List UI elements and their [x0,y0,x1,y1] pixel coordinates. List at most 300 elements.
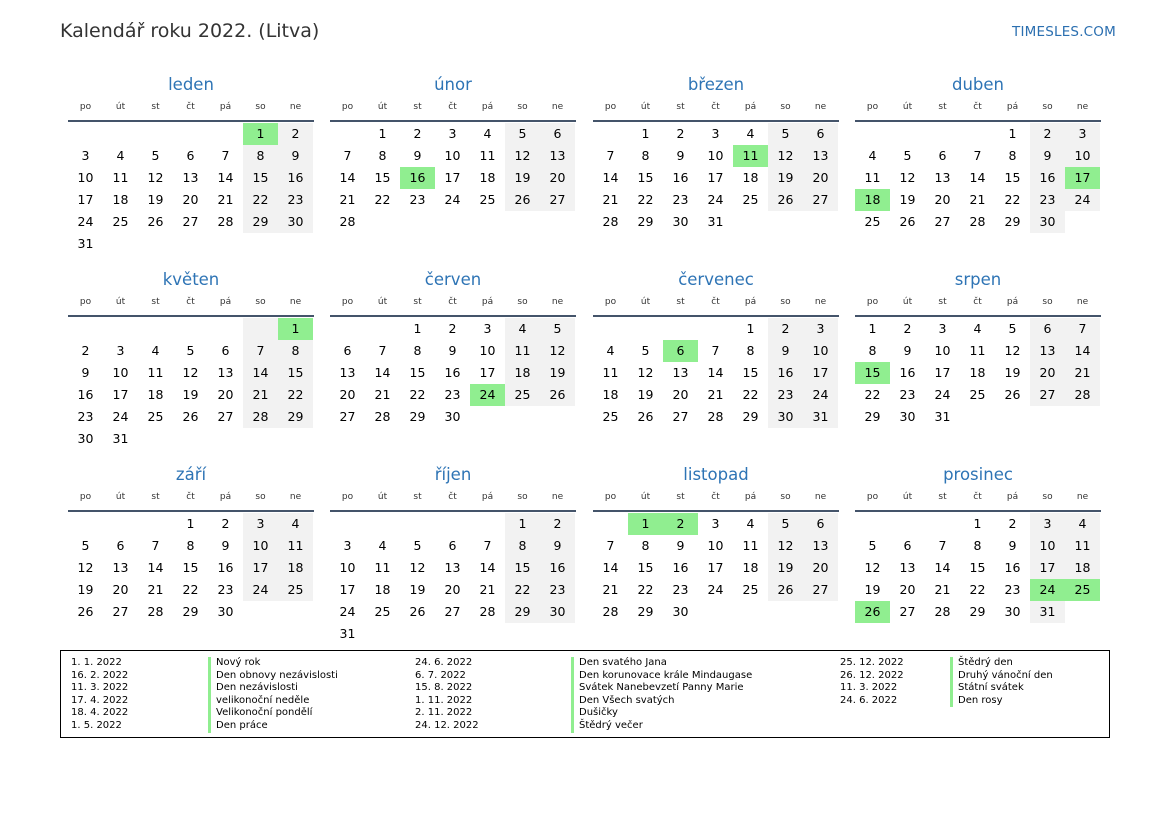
day-cell: 17 [444,170,461,185]
day-grid [68,123,314,255]
day-cell: 17 [803,362,838,384]
day-cell: 3 [483,321,492,336]
day-cell: 24 [707,582,724,597]
day-cell: 7 [483,538,492,553]
day-cell: 23 [278,189,313,211]
day-cell: 22 [505,579,540,601]
day-cell: 15 [742,365,759,380]
day-cell: 4 [378,538,387,553]
day-cell: 11 [1065,535,1100,557]
holiday-legend [60,650,1110,738]
day-cell: 17 [243,557,278,579]
day-cell: 14 [479,560,496,575]
weekday-label: ne [1076,297,1089,307]
day-cell: 15 [243,167,278,189]
day-cell: 9 [448,343,457,358]
weekday-label: st [938,492,947,502]
day-cell: 23 [899,387,916,402]
weekday-label: pá [744,297,757,307]
day-cell: 25 [602,409,619,424]
day-cell: 23 [768,384,803,406]
day-cell: 13 [339,365,356,380]
day-cell: 14 [969,170,986,185]
holiday-day-cell: 1 [628,513,663,535]
day-cell: 24 [112,409,129,424]
month-name: květen [162,270,220,289]
day-cell: 13 [182,170,199,185]
day-cell: 8 [505,535,540,557]
day-cell: 29 [243,211,278,233]
empty-cell [243,318,278,340]
day-cell: 12 [147,170,164,185]
weekday-label: čt [711,297,720,307]
day-cell: 25 [505,384,540,406]
day-cell: 26 [637,409,654,424]
day-grid [593,123,839,233]
day-cell: 12 [540,340,575,362]
empty-cell [138,513,173,535]
day-cell: 6 [448,538,457,553]
weekday-label: po [604,297,617,307]
day-cell: 9 [413,148,422,163]
day-cell: 5 [81,538,90,553]
day-cell: 27 [803,579,838,601]
day-cell: 29 [742,409,759,424]
day-cell: 26 [540,384,575,406]
day-cell: 4 [973,321,982,336]
day-cell: 21 [934,582,951,597]
legend-names-column-2 [571,657,752,733]
holiday-day-cell: 18 [855,189,890,211]
day-cell: 9 [1030,145,1065,167]
day-cell: 20 [1030,362,1065,384]
day-cell: 3 [343,538,352,553]
day-cell: 5 [768,123,803,145]
weekday-label: út [377,492,388,502]
month-name: srpen [954,270,1002,289]
legend-date: 16. 2. 2022 [71,669,129,681]
day-cell: 7 [343,148,352,163]
day-cell: 20 [934,192,951,207]
holiday-day-cell: 25 [1065,579,1100,601]
day-cell: 2 [81,343,90,358]
day-cell: 10 [1065,145,1100,167]
day-cell: 27 [1030,384,1065,406]
day-cell: 19 [182,387,199,402]
day-grid [330,123,576,233]
weekday-label: st [413,102,422,112]
day-cell: 5 [505,123,540,145]
day-cell: 11 [112,170,129,185]
day-cell: 3 [711,126,720,141]
day-cell: 1 [868,321,877,336]
empty-cell [103,318,138,340]
day-cell: 30 [77,431,94,446]
weekday-label: pá [481,492,494,502]
day-cell: 19 [505,167,540,189]
day-cell: 24 [707,192,724,207]
weekday-label: ne [289,102,302,112]
day-cell: 21 [339,192,356,207]
empty-cell [593,123,628,145]
day-cell: 26 [409,604,426,619]
site-link[interactable]: TIMESLES.COM [1012,24,1116,40]
day-cell: 16 [1004,560,1021,575]
day-cell: 27 [540,189,575,211]
day-cell: 2 [413,126,422,141]
legend-date: 25. 12. 2022 [840,657,904,668]
day-cell: 9 [676,148,685,163]
weekday-label: ne [814,297,827,307]
legend-date: 11. 3. 2022 [840,682,898,694]
day-grid [855,513,1101,623]
weekday-label: út [902,492,913,502]
legend-holiday-name: Druhý vánoční den [950,670,1053,683]
weekday-label: čt [711,492,720,502]
day-cell: 10 [707,148,724,163]
day-cell: 11 [969,343,986,358]
weekday-label: pá [1006,297,1019,307]
day-cell: 8 [641,538,650,553]
legend-dates-column-3 [840,657,904,707]
day-cell: 1 [186,516,195,531]
day-cell: 22 [969,582,986,597]
day-cell: 15 [637,170,654,185]
weekday-label: ne [289,297,302,307]
day-cell: 17 [77,192,94,207]
holiday-day-cell: 6 [663,340,698,362]
day-cell: 4 [278,513,313,535]
day-cell: 28 [602,214,619,229]
day-cell: 18 [742,170,759,185]
day-cell: 24 [77,214,94,229]
day-cell: 5 [868,538,877,553]
empty-cell [855,513,890,535]
day-cell: 6 [343,343,352,358]
legend-date: 6. 7. 2022 [415,669,466,681]
day-cell: 24 [339,604,356,619]
day-cell: 1 [641,126,650,141]
day-cell: 27 [444,604,461,619]
day-cell: 28 [243,406,278,428]
day-cell: 21 [602,582,619,597]
legend-date: 24. 12. 2022 [415,719,479,731]
month-name: červenec [678,270,754,289]
day-cell: 21 [479,582,496,597]
day-cell: 25 [278,579,313,601]
header-divider [330,315,576,317]
day-cell: 12 [505,145,540,167]
day-cell: 2 [768,318,803,340]
day-cell: 24 [803,384,838,406]
weekday-label: čt [973,102,982,112]
weekday-label: út [377,297,388,307]
day-cell: 4 [116,148,125,163]
day-cell: 28 [969,214,986,229]
weekday-label: pá [1006,102,1019,112]
day-cell: 3 [1065,123,1100,145]
day-cell: 23 [540,579,575,601]
header-divider [68,510,314,512]
day-cell: 17 [479,365,496,380]
day-cell: 27 [339,409,356,424]
day-cell: 4 [746,516,755,531]
day-grid [855,123,1101,233]
legend-holiday-name: Státní svátek [950,682,1053,695]
day-cell: 20 [182,192,199,207]
day-cell: 23 [444,387,461,402]
weekday-header [593,100,839,114]
header-divider [593,315,839,317]
day-cell: 10 [444,148,461,163]
day-cell: 10 [112,365,129,380]
day-cell: 24 [444,192,461,207]
weekday-label: ne [289,492,302,502]
day-grid [855,318,1101,428]
day-cell: 8 [413,343,422,358]
weekday-label: po [341,102,354,112]
month-name: leden [168,75,214,94]
day-grid [330,318,576,428]
day-cell: 19 [147,192,164,207]
day-cell: 11 [602,365,619,380]
day-cell: 3 [803,318,838,340]
weekday-header [330,295,576,309]
day-cell: 5 [540,318,575,340]
day-cell: 3 [1030,513,1065,535]
day-cell: 14 [934,560,951,575]
weekday-label: út [640,102,651,112]
day-cell: 20 [217,387,234,402]
day-cell: 15 [182,560,199,575]
day-grid [593,513,839,623]
weekday-label: so [1042,297,1053,307]
weekday-label: út [115,102,126,112]
weekday-label: čt [973,297,982,307]
day-cell: 2 [448,321,457,336]
day-cell: 24 [243,579,278,601]
legend-holiday-name: Dušičky [571,707,752,720]
day-cell: 18 [479,170,496,185]
day-cell: 19 [540,362,575,384]
day-cell: 8 [973,538,982,553]
day-cell: 8 [378,148,387,163]
day-grid [68,513,314,623]
weekday-header [593,490,839,504]
header-divider [593,120,839,122]
day-cell: 15 [969,560,986,575]
holiday-day-cell: 24 [470,384,505,406]
weekday-label: čt [186,492,195,502]
day-cell: 7 [1065,318,1100,340]
day-cell: 23 [672,192,689,207]
day-cell: 6 [938,148,947,163]
day-cell: 12 [77,560,94,575]
weekday-label: so [780,297,791,307]
day-cell: 2 [1008,516,1017,531]
weekday-label: ne [814,492,827,502]
weekday-header [593,295,839,309]
weekday-label: út [115,297,126,307]
day-cell: 4 [505,318,540,340]
day-cell: 31 [339,626,356,641]
empty-cell [330,123,365,145]
month-block [593,75,839,233]
day-cell: 7 [938,538,947,553]
day-cell: 19 [768,557,803,579]
day-cell: 30 [1004,604,1021,619]
empty-cell [103,123,138,145]
header-divider [330,510,576,512]
day-cell: 11 [742,538,759,553]
empty-cell [663,318,698,340]
month-block [593,465,839,623]
weekday-label: st [413,492,422,502]
empty-cell [628,318,663,340]
day-cell: 16 [1030,167,1065,189]
day-cell: 31 [77,236,94,251]
legend-dates-column-1 [71,657,128,733]
day-cell: 22 [182,582,199,597]
day-cell: 13 [112,560,129,575]
weekday-label: út [377,102,388,112]
holiday-day-cell: 15 [855,362,890,384]
empty-cell [365,318,400,340]
day-cell: 20 [672,387,689,402]
weekday-label: út [115,492,126,502]
day-cell: 1 [746,321,755,336]
day-cell: 13 [899,560,916,575]
weekday-label: so [255,492,266,502]
page-title: Kalendář roku 2022. (Litva) [60,20,320,42]
day-grid [330,513,576,645]
day-cell: 7 [606,148,615,163]
day-cell: 5 [641,343,650,358]
day-cell: 13 [803,535,838,557]
empty-cell [698,318,733,340]
day-cell: 29 [182,604,199,619]
day-cell: 2 [676,126,685,141]
day-cell: 16 [672,170,689,185]
day-cell: 18 [1065,557,1100,579]
day-cell: 27 [803,189,838,211]
day-cell: 23 [77,409,94,424]
day-cell: 28 [1065,384,1100,406]
legend-holiday-name: Svátek Nanebevzetí Panny Marie [571,682,752,695]
day-cell: 14 [339,170,356,185]
day-cell: 21 [217,192,234,207]
day-cell: 2 [1030,123,1065,145]
day-cell: 4 [606,343,615,358]
legend-date: 24. 6. 2022 [415,657,473,668]
empty-cell [470,513,505,535]
day-cell: 31 [707,214,724,229]
weekday-header [855,295,1101,309]
day-cell: 12 [768,145,803,167]
day-cell: 3 [81,148,90,163]
weekday-header [68,100,314,114]
day-cell: 10 [1030,535,1065,557]
day-cell: 12 [1004,343,1021,358]
day-cell: 14 [147,560,164,575]
legend-date: 15. 8. 2022 [415,682,473,694]
weekday-label: po [604,102,617,112]
day-cell: 11 [374,560,391,575]
day-cell: 14 [602,170,619,185]
day-cell: 23 [217,582,234,597]
day-cell: 29 [637,604,654,619]
day-cell: 21 [602,192,619,207]
weekday-label: út [902,102,913,112]
day-cell: 22 [637,582,654,597]
day-cell: 6 [803,123,838,145]
day-cell: 25 [742,582,759,597]
weekday-label: st [151,297,160,307]
day-cell: 9 [676,538,685,553]
day-cell: 7 [221,148,230,163]
day-cell: 16 [217,560,234,575]
weekday-header [855,490,1101,504]
day-cell: 6 [116,538,125,553]
legend-holiday-name: Štědrý večer [571,720,752,733]
day-cell: 13 [672,365,689,380]
day-cell: 21 [243,384,278,406]
empty-cell [138,123,173,145]
weekday-label: so [517,297,528,307]
holiday-day-cell: 1 [278,318,313,340]
header-divider [855,510,1101,512]
day-cell: 27 [112,604,129,619]
day-grid [68,318,314,450]
day-cell: 14 [217,170,234,185]
day-cell: 26 [147,214,164,229]
day-cell: 31 [803,406,838,428]
day-cell: 18 [742,560,759,575]
day-cell: 29 [278,406,313,428]
empty-cell [593,318,628,340]
day-cell: 25 [147,409,164,424]
day-cell: 22 [742,387,759,402]
day-cell: 28 [602,604,619,619]
weekday-label: út [640,492,651,502]
header-divider [855,120,1101,122]
legend-date: 11. 3. 2022 [71,682,129,694]
empty-cell [68,123,103,145]
day-cell: 30 [672,214,689,229]
day-cell: 18 [602,387,619,402]
legend-holiday-name: velikonoční neděle [208,695,338,708]
holiday-day-cell: 17 [1065,167,1100,189]
day-cell: 30 [899,409,916,424]
month-block [855,270,1101,428]
day-cell: 7 [606,538,615,553]
day-cell: 3 [116,343,125,358]
month-block [68,75,314,255]
day-cell: 23 [409,192,426,207]
legend-date: 17. 4. 2022 [71,694,129,706]
day-cell: 28 [479,604,496,619]
day-cell: 16 [768,362,803,384]
day-cell: 19 [409,582,426,597]
weekday-label: st [676,102,685,112]
weekday-label: ne [551,492,564,502]
day-cell: 16 [278,167,313,189]
day-cell: 28 [339,214,356,229]
day-cell: 22 [864,387,881,402]
weekday-label: čt [448,102,457,112]
day-cell: 16 [672,560,689,575]
legend-names-column-1 [208,657,338,733]
